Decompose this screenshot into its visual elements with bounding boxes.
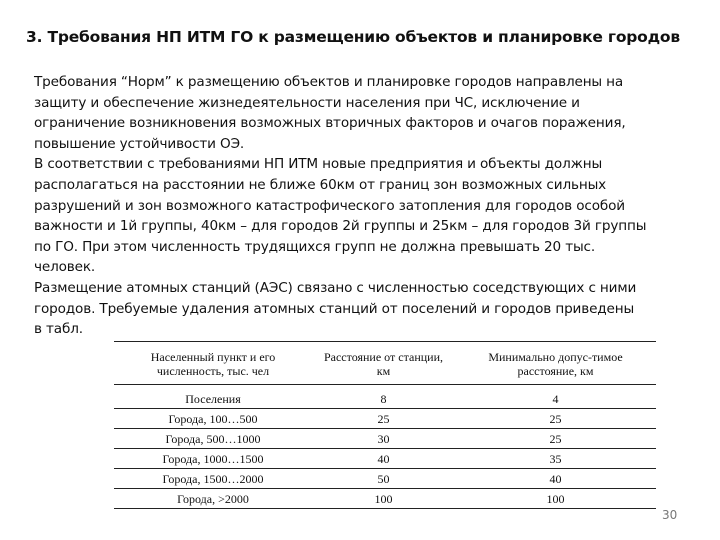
table-cell: 50 <box>312 469 455 489</box>
table-row <box>114 489 656 509</box>
page-number: 30 <box>662 508 678 522</box>
table-row <box>114 429 656 449</box>
body-line: важности и 1й группы, 40км – для городов 2й группы и 25км – для городов 3й группы <box>34 218 647 235</box>
table-cell: 30 <box>312 429 455 449</box>
body-text <box>34 72 706 340</box>
table-cell: 35 <box>455 449 656 469</box>
body-line: повышение устойчивости ОЭ. <box>34 135 245 152</box>
body-line: ограничение возникновения возможных вторичных факторов и очагов поражения, <box>34 115 626 132</box>
table-header-row <box>114 342 656 385</box>
body-line: располагаться на расстоянии не ближе 60км от границ зон возможных сильных <box>34 176 607 193</box>
table-cell: 40 <box>455 469 656 489</box>
table-cell: Города, >2000 <box>114 489 312 509</box>
table-cell: Города, 1000…1500 <box>114 449 312 469</box>
column-header-distance: Расстояние от станции, км <box>312 342 455 385</box>
body-line: городов. Требуемые удаления атомных станций от поселений и городов приведены <box>34 300 635 317</box>
table-cell: 8 <box>312 385 455 409</box>
column-header-min-distance: Минимально допус-тимое расстояние, км <box>455 342 656 385</box>
distance-table <box>114 341 656 509</box>
table-cell: 25 <box>455 429 656 449</box>
column-header-settlement: Населенный пункт и его численность, тыс. чел <box>114 342 312 385</box>
body-line: В соответствии с требованиями НП ИТМ новые предприятия и объекты должны <box>34 156 603 173</box>
table-row <box>114 385 656 409</box>
body-line: защиту и обеспечение жизнедеятельности населения при ЧС, исключение и <box>34 94 580 111</box>
body-line: человек. <box>34 259 96 276</box>
table-cell: 25 <box>455 409 656 429</box>
table-row <box>114 469 656 489</box>
body-line: Требования “Норм” к размещению объектов и планировке городов направлены на <box>34 74 624 90</box>
table-cell: 100 <box>312 489 455 509</box>
table-cell: Города, 1500…2000 <box>114 469 312 489</box>
table-cell: 100 <box>455 489 656 509</box>
body-line: разрушений и зон возможного катастрофического затопления для городов особой <box>34 197 625 214</box>
body-line: по ГО. При этом численность трудящихся групп не должна превышать 20 тыс. <box>34 238 596 255</box>
table-cell: Города, 500…1000 <box>114 429 312 449</box>
table-cell: Города, 100…500 <box>114 409 312 429</box>
body-line: Размещение атомных станций (АЭС) связано с численностью соседствующих с ними <box>34 279 637 296</box>
table-cell: Поселения <box>114 385 312 409</box>
table-cell: 40 <box>312 449 455 469</box>
page-title: 3. Требования НП ИТМ ГО к размещению объектов и планировке городов <box>26 28 680 46</box>
table-cell: 4 <box>455 385 656 409</box>
table-row <box>114 449 656 469</box>
body-line: в табл. <box>34 321 83 338</box>
table-row <box>114 409 656 429</box>
table-cell: 25 <box>312 409 455 429</box>
